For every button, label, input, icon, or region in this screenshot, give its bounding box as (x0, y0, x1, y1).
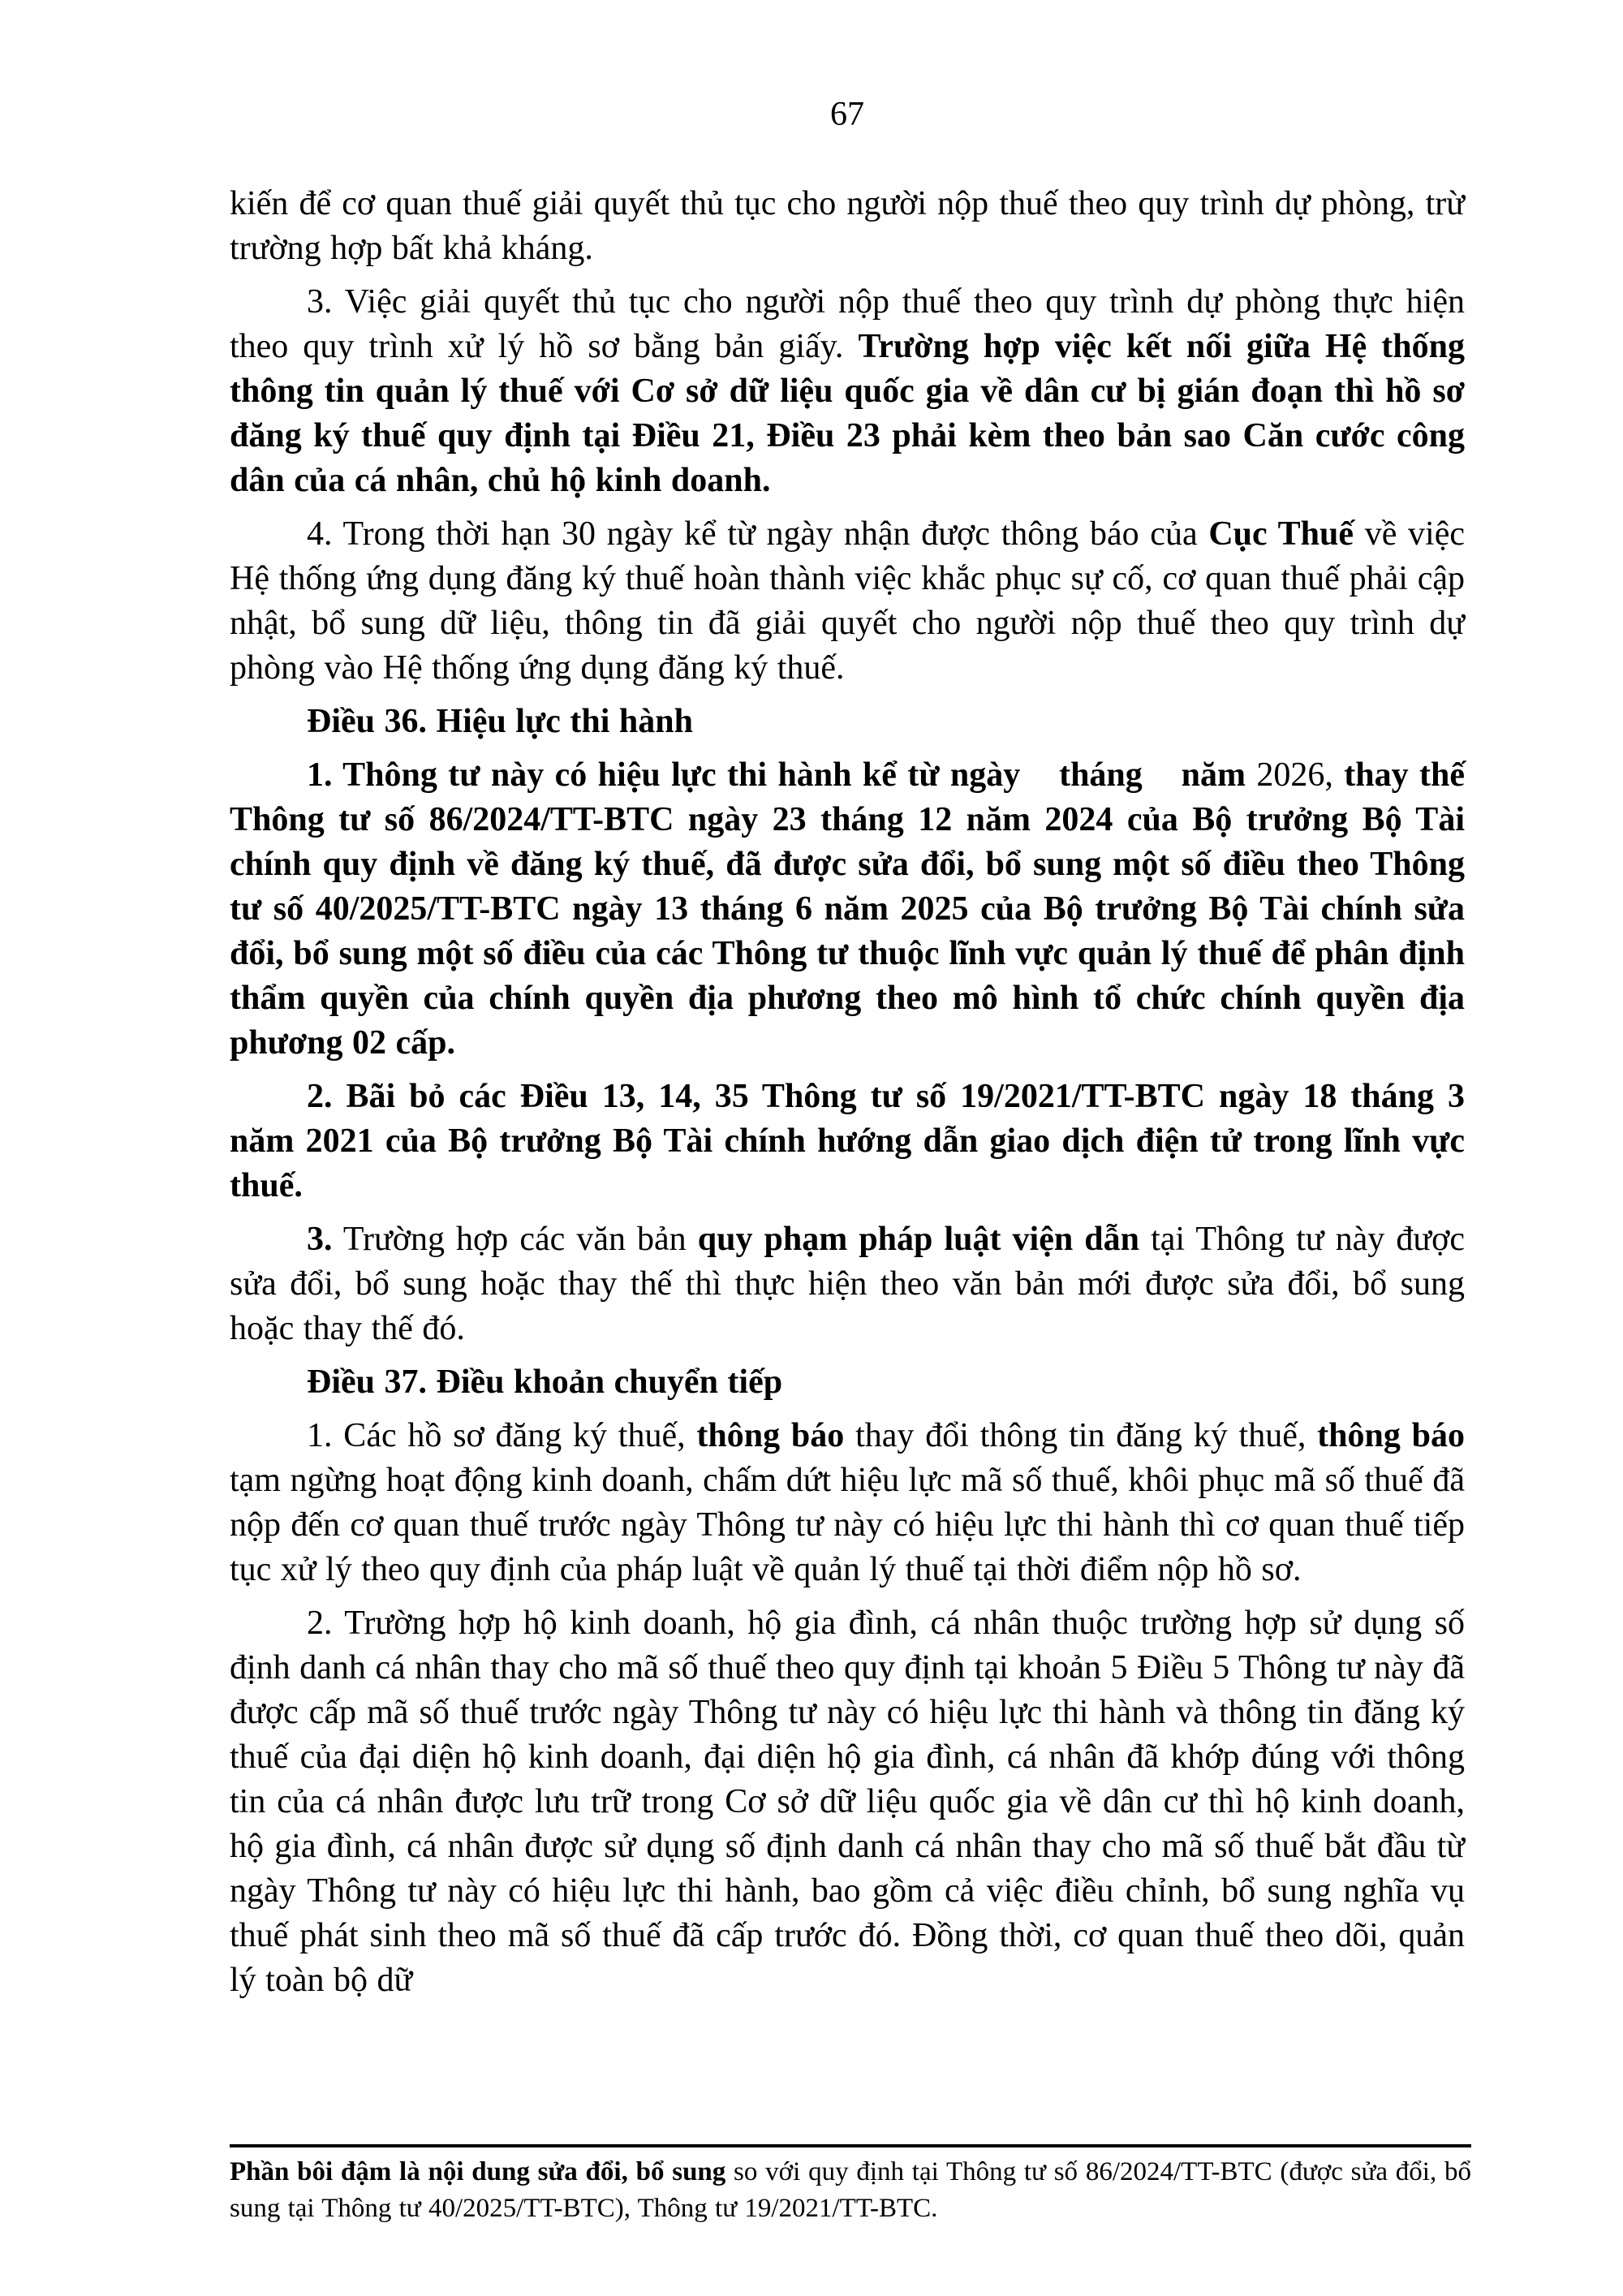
text-run: quy phạm pháp luật viện dẫn (697, 1221, 1140, 1258)
page-footer (230, 2144, 1471, 2227)
text-run: thay thế Thông tư số 86/2024/TT-BTC ngày 23 tháng 12 năm 2024 của Bộ trưởng Bộ Tài chính quy định về đăng ký thuế, đã được sửa đổi, bổ sung một số điều theo Thông tư số 40/2025/TT-BTC ngày 13 tháng 6 năm 2025 của Bộ trưởng Bộ Tài chính sửa đổi, bổ sung một số điều của các Thông tư thuộc lĩnh vực quản lý thuế để phân định thẩm quyền của chính quyền địa phương theo mô hình tổ chức chính quyền địa phương 02 cấp. (230, 756, 1465, 1062)
clause-4-update-deadline (230, 512, 1465, 691)
footer-note (230, 2154, 1471, 2227)
text-run: Điều 37. Điều khoản chuyển tiếp (307, 1363, 783, 1401)
text-run: 1. Các hồ sơ đăng ký thuế, (307, 1417, 697, 1454)
text-run: thông báo (1317, 1417, 1466, 1454)
article-37-clause-1 (230, 1414, 1465, 1592)
text-run: thay đổi thông tin đăng ký thuế, (844, 1417, 1318, 1454)
paragraph-continuation (230, 182, 1465, 271)
text-run: 1. Thông tư này có hiệu lực thi hành kể từ ngày tháng năm (307, 756, 1257, 794)
article-37-clause-2 (230, 1601, 1465, 2003)
article-37-heading (230, 1360, 1465, 1405)
text-run: Trường hợp việc kết nối giữa Hệ thống thông tin quản lý thuế với Cơ sở dữ liệu quốc gia về dân cư bị gián đoạn thì hồ sơ đăng ký thuế quy định tại Điều 21, Điều 23 phải kèm theo bản sao Căn cước công dân của cá nhân, chủ hộ kinh doanh. (230, 328, 1465, 499)
text-run: Trường hợp các văn bản (332, 1221, 698, 1258)
text-run: Phần bôi đậm là nội dung sửa đổi, bổ sung (230, 2157, 726, 2186)
article-36-clause-2 (230, 1075, 1465, 1208)
clause-3-backup-procedure (230, 280, 1465, 503)
text-run: 2. Bãi bỏ các Điều 13, 14, 35 Thông tư số 19/2021/TT-BTC ngày 18 tháng 3 năm 2021 của Bộ trưởng Bộ Tài chính hướng dẫn giao dịch điện tử trong lĩnh vực thuế. (230, 1078, 1465, 1204)
text-run: 3. Việc giải quyết thủ tục cho người nộp thuế theo quy trình dự phòng thực hiện theo quy trình xử lý hồ sơ bằng bản giấy. (230, 283, 1465, 365)
text-run: 3. (307, 1221, 333, 1258)
text-run: thông báo (696, 1417, 845, 1454)
text-run: về việc Hệ thống ứng dụng đăng ký thuế hoàn thành việc khắc phục sự cố, cơ quan thuế phải cập nhật, bổ sung dữ liệu, thông tin đã giải quyết cho người nộp thuế theo quy trình dự phòng vào Hệ thống ứng dụng đăng ký thuế. (230, 515, 1466, 687)
text-run: tại Thông tư này được sửa đổi, bổ sung hoặc thay thế thì thực hiện theo văn bản mới được sửa đổi, bổ sung hoặc thay thế đó. (230, 1221, 1465, 1347)
text-run: Cục Thuế (1208, 515, 1354, 553)
page-number: 67 (830, 96, 864, 133)
text-run: 2. Trường hợp hộ kinh doanh, hộ gia đình, cá nhân thuộc trường hợp sử dụng số định danh cá nhân thay cho mã số thuế theo quy định tại khoản 5 Điều 5 Thông tư này đã được cấp mã số thuế trước ngày Thông tư này có hiệu lực thi hành và thông tin đăng ký thuế của đại diện hộ kinh doanh, đại diện hộ gia đình, cá nhân đã khớp đúng với thông tin của cá nhân được lưu trữ trong Cơ sở dữ liệu quốc gia về dân cư thì hộ kinh doanh, hộ gia đình, cá nhân được sử dụng số định danh cá nhân thay cho mã số thuế bắt đầu từ ngày Thông tư này có hiệu lực thi hành, bao gồm cả việc điều chỉnh, bổ sung nghĩa vụ thuế phát sinh theo mã số thuế đã cấp trước đó. Đồng thời, cơ quan thuế theo dõi, quản lý toàn bộ dữ (230, 1605, 1465, 1999)
footer-rule (230, 2144, 1471, 2147)
text-run: kiến để cơ quan thuế giải quyết thủ tục cho người nộp thuế theo quy trình dự phòng, trừ trường hợp bất khả kháng. (230, 185, 1465, 267)
document-body (230, 182, 1465, 2012)
text-run: tạm ngừng hoạt động kinh doanh, chấm dứt hiệu lực mã số thuế, khôi phục mã số thuế đã nộp đến cơ quan thuế trước ngày Thông tư này có hiệu lực thi hành thì cơ quan thuế tiếp tục xử lý theo quy định của pháp luật về quản lý thuế tại thời điểm nộp hồ sơ. (230, 1462, 1465, 1588)
text-run: Điều 36. Hiệu lực thi hành (307, 703, 693, 740)
text-run: 2026, (1256, 756, 1333, 794)
article-36-clause-1 (230, 753, 1465, 1066)
text-run: so với quy định tại Thông tư số 86/2024/TT-BTC (được sửa đổi, bổ sung tại Thông tư 40/2025/TT-BTC), Thông tư 19/2021/TT-BTC. (230, 2157, 1471, 2223)
text-run: 4. Trong thời hạn 30 ngày kể từ ngày nhận được thông báo của (307, 515, 1209, 553)
article-36-clause-3 (230, 1217, 1465, 1351)
article-36-heading (230, 700, 1465, 744)
